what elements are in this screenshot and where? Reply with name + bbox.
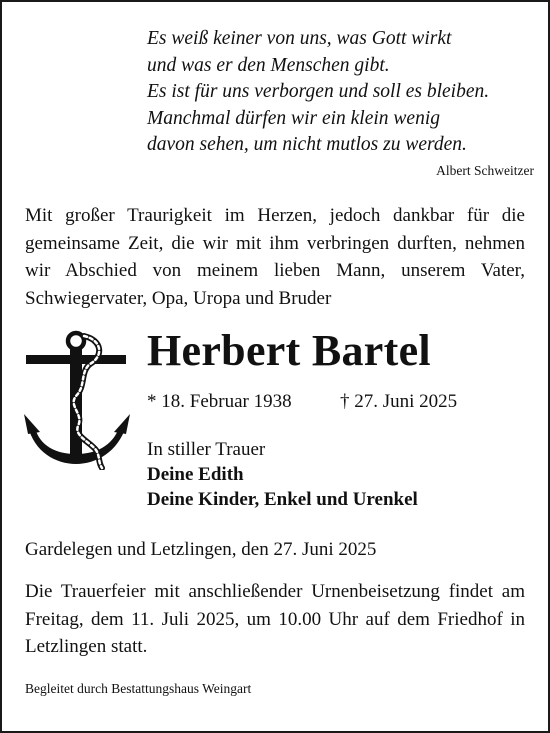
mourner-line: Deine Edith bbox=[147, 464, 244, 485]
poem bbox=[147, 26, 489, 159]
place-date: Gardelegen und Letzlingen, den 27. Juni 2025 bbox=[25, 539, 377, 560]
anchor-icon bbox=[24, 330, 132, 470]
poem-line: Es ist für uns verborgen und soll es bleiben. bbox=[147, 81, 490, 102]
mourner-line: Deine Kinder, Enkel und Urenkel bbox=[147, 489, 418, 510]
mourners bbox=[147, 437, 418, 512]
poem-author: Albert Schweitzer bbox=[436, 163, 534, 178]
poem-line: Manchmal dürfen wir ein klein wenig bbox=[147, 107, 440, 129]
intro-text: Mit großer Traurigkeit im Herzen, jedoch dankbar für die gemeinsame Zeit, die wir mit ihm verbringen durften, nehmen wir Abschied von meinem lieben Mann, unserem Vater, Schwiegervater, Opa, Uropa und Bruder bbox=[25, 205, 525, 309]
poem-line: davon sehen, um nicht mutlos zu werden. bbox=[147, 134, 467, 155]
service-info: Die Trauerfeier mit anschließender Urnenbeisetzung findet am Freitag, dem 11. Juli 2025, um 10.00 Uhr auf dem Friedhof in Letzlingen statt. bbox=[25, 581, 525, 657]
undertaker-credit: Begleitet durch Bestattungshaus Weingart bbox=[25, 681, 252, 696]
poem-line: und was er den Menschen gibt. bbox=[147, 54, 390, 76]
mourners-heading: In stiller Trauer bbox=[147, 439, 266, 460]
deceased-name: Herbert Bartel bbox=[147, 326, 431, 375]
poem-line: Es weiß keiner von uns, was Gott wirkt bbox=[147, 28, 452, 49]
death-date: † 27. Juni 2025 bbox=[340, 391, 458, 412]
birth-date: * 18. Februar 1938 bbox=[147, 391, 292, 412]
